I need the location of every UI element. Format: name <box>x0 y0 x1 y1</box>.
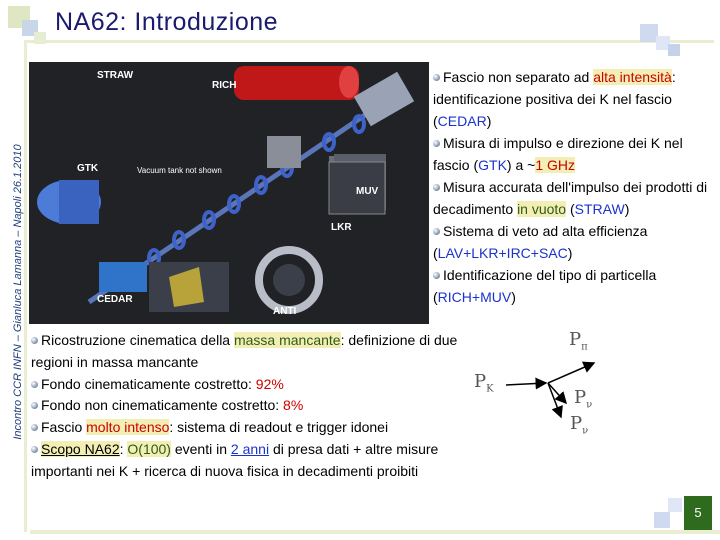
side-note: Incontro CCR INFN – Gianluca Lamanna – Napoli 26.1.2010 <box>12 144 24 440</box>
deco-square <box>668 498 682 512</box>
bullet-icon <box>31 402 38 409</box>
bullet-intense-beam: Fascio molto intenso: sistema di readout e trigger idonei <box>31 417 476 439</box>
bullet-intensity: Fascio non separato ad alta intensità: identificazione positiva dei K nel fascio (CEDAR) <box>433 69 676 129</box>
bullet-straw: Misura accurata dell'impulso dei prodotti di decadimento in vuoto (STRAW) <box>433 179 708 217</box>
bullet-icon <box>433 272 440 279</box>
bullet-veto: Sistema di veto ad alta efficienza (LAV+LKR+IRC+SAC) <box>433 223 648 261</box>
bullet-bg-constrained: Fondo cinematicamente costretto: 92% <box>31 374 476 396</box>
bullet-icon <box>31 446 38 453</box>
page-number: 5 <box>684 496 712 530</box>
deco-line <box>24 40 714 43</box>
deco-line <box>24 40 27 532</box>
detector-figure <box>29 62 429 324</box>
label-p-nu-2: $P_\nu$ <box>570 413 589 437</box>
label-muv: MUV <box>356 186 379 197</box>
label-p-nu-1: $P_\nu$ <box>574 387 593 411</box>
bullet-goal: Scopo NA62: O(100) eventi in 2 anni di presa dati + altre misure importanti nei K + ricerca di nuova fisica in decadimenti proibiti <box>31 440 439 479</box>
bullet-icon <box>433 184 440 191</box>
label-straw: STRAW <box>97 70 134 81</box>
right-bullets <box>433 66 715 308</box>
label-anti: ANTI <box>273 306 297 317</box>
bottom-bullets <box>31 330 476 483</box>
bullet-icon <box>31 337 38 344</box>
label-gtk: GTK <box>77 163 99 174</box>
label-cedar: CEDAR <box>97 294 133 305</box>
bullet-icon <box>31 381 38 388</box>
slide-title: NA62: Introduzione <box>55 8 279 36</box>
bullet-pid: Identificazione del tipo di particella (RICH+MUV) <box>433 267 657 305</box>
bullet-icon <box>31 424 38 431</box>
bullet-bg-unconstrained: Fondo non cinematicamente costretto: 8% <box>31 395 476 417</box>
bullet-icon <box>433 140 440 147</box>
bullet-missing-mass: Ricostruzione cinematica della massa mancante: definizione di due regioni in massa mancante <box>31 332 458 370</box>
bullet-icon <box>433 228 440 235</box>
label-p-k: $P_K$ <box>474 371 494 395</box>
label-vacuum: Vacuum tank not shown <box>137 166 222 175</box>
bullet-gtk: Misura di impulso e direzione dei K nel fascio (GTK) a ~1 GHz <box>433 135 683 173</box>
bullet-icon <box>433 74 440 81</box>
label-rich: RICH <box>212 80 237 91</box>
label-lkr: LKR <box>331 222 352 233</box>
deco-square <box>654 512 670 528</box>
footer-bar <box>30 530 720 534</box>
kinematics-diagram <box>466 325 606 450</box>
deco-square <box>668 44 680 56</box>
label-p-pi: $P_\pi$ <box>569 329 588 353</box>
